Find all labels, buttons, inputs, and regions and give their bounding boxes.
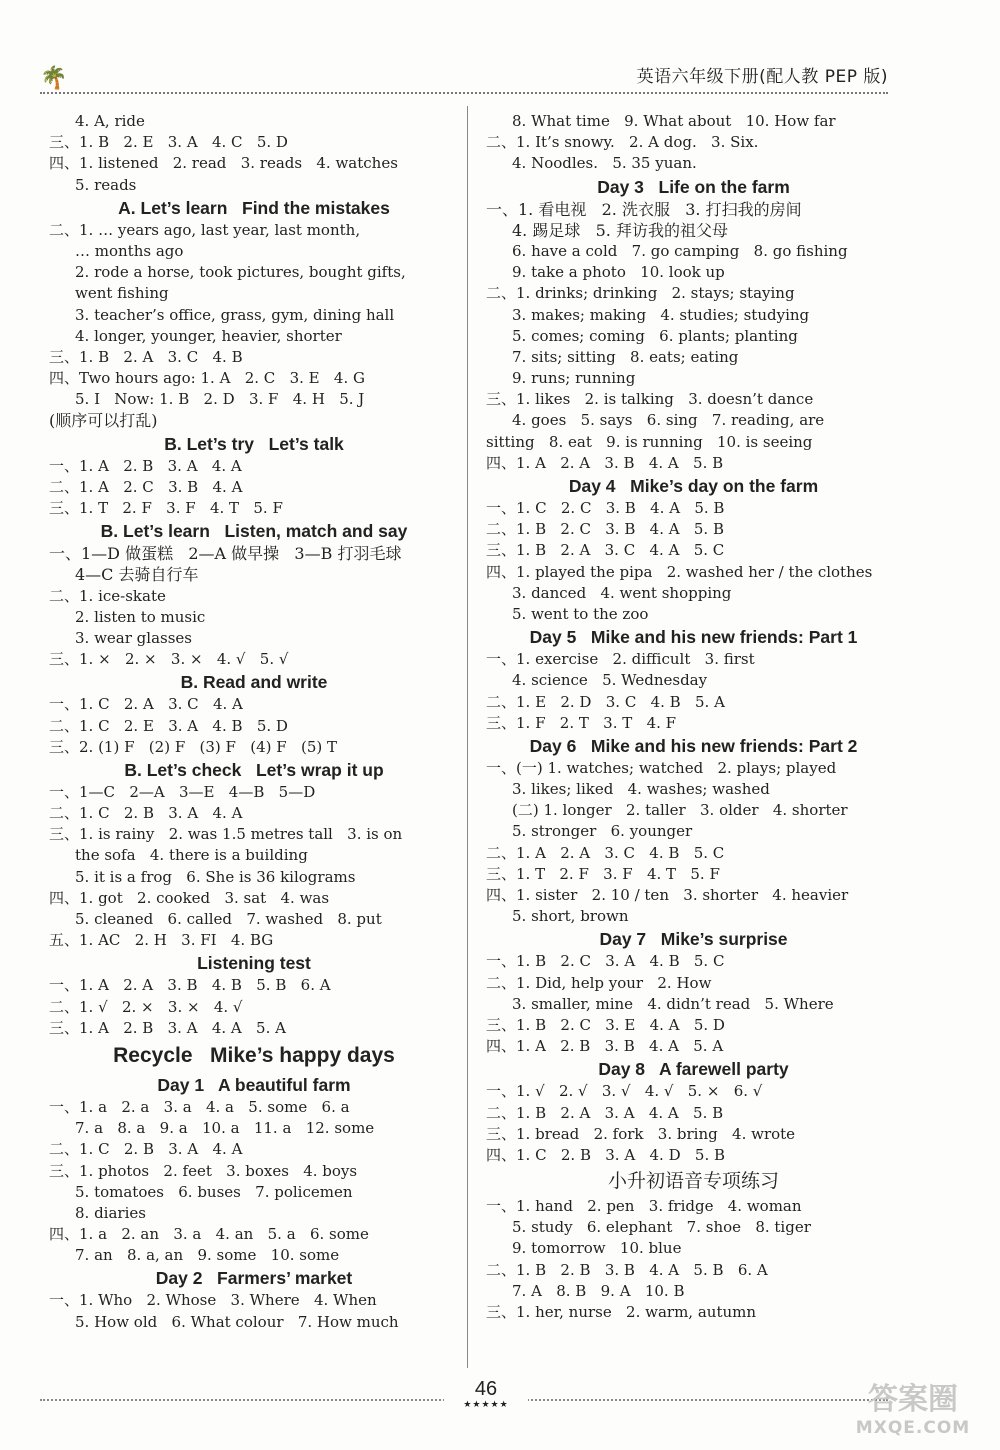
palm-tree-icon: 🌴 xyxy=(40,66,68,91)
answer-line: 4. Noodles. 5. 35 yuan. xyxy=(512,154,697,173)
answer-line: 二、1. B 2. B 3. B 4. A 5. B 6. A xyxy=(486,1260,768,1279)
answer-line: (顺序可以打乱) xyxy=(49,411,158,431)
answer-line: 二、1. B 2. C 3. B 4. A 5. B xyxy=(486,520,724,539)
answer-line: 一、1. Who 2. Whose 3. Where 4. When xyxy=(49,1291,377,1310)
answer-line: 4—C 去骑自行车 xyxy=(75,565,199,585)
answer-line: 4. goes 5. says 6. sing 7. reading, are xyxy=(512,411,825,430)
answer-line: 四、Two hours ago: 1. A 2. C 3. E 4. G xyxy=(49,369,365,388)
answer-line: 5. short, brown xyxy=(512,907,629,926)
answer-line: … months ago xyxy=(75,241,184,260)
answer-line: (二) 1. longer 2. taller 3. older 4. shorter xyxy=(512,801,848,820)
answer-line: 5. cleaned 6. called 7. washed 8. put xyxy=(75,910,382,928)
unit-heading: 小升初语音专项练习 xyxy=(607,1170,779,1193)
watermark xyxy=(848,1382,978,1438)
answer-line: 4. A, ride xyxy=(75,112,145,130)
section-heading: Day 5 Mike and his new friends: Part 1 xyxy=(529,627,858,648)
section-heading: B. Read and write xyxy=(180,672,328,693)
answer-line: 一、1. A 2. A 3. B 4. B 5. B 6. A xyxy=(49,976,331,995)
answer-line: 4. 踢足球 5. 拜访我的祖父母 xyxy=(512,220,728,240)
answer-line: 二、1. C 2. B 3. A 4. A xyxy=(49,1140,243,1159)
answer-line: 二、1. drinks; drinking 2. stays; staying xyxy=(486,284,795,303)
page-footer xyxy=(40,1378,888,1418)
left-column xyxy=(49,111,459,1333)
answer-line: 四、1. C 2. B 3. A 4. D 5. B xyxy=(486,1145,725,1164)
stars-decoration: ★★★★★ xyxy=(463,1400,509,1410)
answer-line: 3. makes; making 4. studies; studying xyxy=(512,305,810,324)
answer-line: 三、1. F 2. T 3. T 4. F xyxy=(486,713,677,732)
answer-line: 二、1. A 2. A 3. C 4. B 5. C xyxy=(486,843,725,862)
answer-line: 三、1. likes 2. is talking 3. doesn’t dance xyxy=(486,390,814,409)
section-heading: B. Let’s try Let’s talk xyxy=(164,433,344,454)
answer-line: 二、1. It’s snowy. 2. A dog. 3. Six. xyxy=(486,133,759,152)
answer-line: 5. How old 6. What colour 7. How much xyxy=(75,1312,399,1331)
answer-line: 三、1. × 2. × 3. × 4. √ 5. √ xyxy=(49,650,289,669)
answer-line: 四、1. listened 2. read 3. reads 4. watches xyxy=(49,154,398,173)
answer-line: 三、1. T 2. F 3. F 4. T 5. F xyxy=(49,499,283,517)
section-heading: Day 2 Farmers’ market xyxy=(155,1268,353,1289)
answer-line: 四、1. A 2. B 3. B 4. A 5. A xyxy=(486,1037,724,1056)
answer-line: 一、1. exercise 2. difficult 3. first xyxy=(486,650,755,669)
answer-line: 一、1—C 2—A 3—E 4—B 5—D xyxy=(49,782,316,801)
answer-line: 三、1. B 2. C 3. E 4. A 5. D xyxy=(486,1015,725,1034)
answer-line: 5. I Now: 1. B 2. D 3. F 4. H 5. J xyxy=(75,390,365,409)
answer-line: 三、1. B 2. E 3. A 4. C 5. D xyxy=(49,133,288,152)
answer-line: 四、1. a 2. an 3. a 4. an 5. a 6. some xyxy=(49,1225,369,1244)
answer-line: 一、1. A 2. B 3. A 4. A xyxy=(49,456,242,475)
answer-line: went fishing xyxy=(75,284,169,303)
answer-line: 三、1. B 2. A 3. C 4. B xyxy=(49,347,243,366)
answer-line: 三、1. A 2. B 3. A 4. A 5. A xyxy=(49,1018,286,1037)
answer-line: 5. tomatoes 6. buses 7. policemen xyxy=(75,1182,353,1201)
answer-line: 三、1. her, nurse 2. warm, autumn xyxy=(486,1303,757,1321)
answer-line: 三、1. bread 2. fork 3. bring 4. wrote xyxy=(486,1124,796,1143)
answer-line: 2. listen to music xyxy=(75,607,206,626)
section-heading: Listening test xyxy=(197,953,311,974)
page-header xyxy=(40,58,888,98)
answer-line: 8. What time 9. What about 10. How far xyxy=(512,112,836,130)
answer-line: 3. wear glasses xyxy=(75,628,192,647)
column-divider xyxy=(467,106,468,1368)
section-heading: Day 8 A farewell party xyxy=(598,1059,789,1080)
right-column xyxy=(486,111,901,1323)
answer-line: 三、1. B 2. A 3. C 4. A 5. C xyxy=(486,541,725,560)
answer-line: 三、1. T 2. F 3. F 4. T 5. F xyxy=(486,864,720,883)
answer-line: 9. take a photo 10. look up xyxy=(512,263,725,282)
answer-line: sitting 8. eat 9. is running 10. is seeing xyxy=(486,432,813,451)
answer-line: 9. runs; running xyxy=(512,369,636,388)
answer-line: 3. likes; liked 4. washes; washed xyxy=(512,780,770,799)
answer-line: 二、1. C 2. B 3. A 4. A xyxy=(49,804,243,823)
header-rule xyxy=(40,92,888,94)
answer-line: 3. teacher’s office, grass, gym, dining hall xyxy=(75,305,395,324)
answer-line: 7. sits; sitting 8. eats; eating xyxy=(512,347,739,366)
answer-line: 5. reads xyxy=(75,175,137,194)
answer-line: 四、1. got 2. cooked 3. sat 4. was xyxy=(49,888,330,907)
answer-line: 四、1. sister 2. 10 / ten 3. shorter 4. heavier xyxy=(486,886,849,904)
answer-line: 三、2. (1) F (2) F (3) F (4) F (5) T xyxy=(49,737,338,756)
answer-line: 一、1. 看电视 2. 洗衣服 3. 打扫我的房间 xyxy=(486,199,802,219)
answer-line: 四、1. A 2. A 3. B 4. A 5. B xyxy=(486,453,724,472)
answer-line: 2. rode a horse, took pictures, bought gifts, xyxy=(75,263,406,282)
answer-line: 三、1. photos 2. feet 3. boxes 4. boys xyxy=(49,1161,358,1180)
section-heading: Day 6 Mike and his new friends: Part 2 xyxy=(529,735,858,756)
header-title: 英语六年级下册(配人教 PEP 版) xyxy=(636,67,888,87)
answer-line: 二、1. B 2. A 3. A 4. A 5. B xyxy=(486,1103,724,1122)
answer-line: the sofa 4. there is a building xyxy=(75,846,308,865)
answer-line: 5. stronger 6. younger xyxy=(512,822,693,841)
answer-line: 一、1. C 2. C 3. B 4. A 5. B xyxy=(486,499,725,517)
answer-line: 6. have a cold 7. go camping 8. go fishing xyxy=(512,241,848,260)
answer-line: 一、1. C 2. A 3. C 4. A xyxy=(49,695,243,714)
answer-line: 三、1. is rainy 2. was 1.5 metres tall 3. is on xyxy=(49,825,403,844)
answer-line: 3. danced 4. went shopping xyxy=(512,583,732,602)
answer-line: 5. went to the zoo xyxy=(512,604,649,623)
section-heading: B. Let’s learn Listen, match and say xyxy=(100,521,408,542)
answer-line: 二、1. E 2. D 3. C 4. B 5. A xyxy=(486,692,725,711)
answer-line: 7. an 8. a, an 9. some 10. some xyxy=(75,1246,340,1265)
section-heading: Day 1 A beautiful farm xyxy=(157,1074,351,1095)
section-heading: Day 4 Mike’s day on the farm xyxy=(568,476,819,496)
answer-line: 一、1. a 2. a 3. a 4. a 5. some 6. a xyxy=(49,1097,350,1116)
answer-line: 一、1. √ 2. √ 3. √ 4. √ 5. × 6. √ xyxy=(486,1082,763,1101)
section-heading: Day 7 Mike’s surprise xyxy=(599,929,788,950)
answer-line: 7. A 8. B 9. A 10. B xyxy=(512,1281,685,1300)
watermark-logo: 答案圈 xyxy=(868,1382,958,1417)
answer-line: 7. a 8. a 9. a 10. a 11. a 12. some xyxy=(75,1119,375,1138)
answer-line: 五、1. AC 2. H 3. FI 4. BG xyxy=(49,931,274,950)
answer-line: 5. study 6. elephant 7. shoe 8. tiger xyxy=(512,1218,811,1237)
page-number-badge xyxy=(444,1378,528,1414)
answer-line: 二、1. ice-skate xyxy=(49,586,166,605)
page-number: 46 xyxy=(474,1378,498,1400)
section-heading: B. Let’s check Let’s wrap it up xyxy=(124,759,384,780)
answer-line: 二、1. √ 2. × 3. × 4. √ xyxy=(49,997,243,1016)
answer-line: 一、1. B 2. C 3. A 4. B 5. C xyxy=(486,952,725,971)
answer-line: 一、(一) 1. watches; watched 2. plays; played xyxy=(486,758,837,777)
answer-line: 二、1. A 2. C 3. B 4. A xyxy=(49,477,243,496)
section-heading: A. Let’s learn Find the mistakes xyxy=(118,197,390,218)
watermark-url: MXQE.COM xyxy=(855,1418,971,1438)
answer-line: 3. smaller, mine 4. didn’t read 5. Where xyxy=(512,994,834,1013)
answer-line: 一、1—D 做蛋糕 2—A 做早操 3—B 打羽毛球 xyxy=(49,544,402,564)
section-heading: Day 3 Life on the farm xyxy=(597,176,790,197)
answer-line: 4. longer, younger, heavier, shorter xyxy=(75,326,342,345)
answer-line: 四、1. played the pipa 2. washed her / the clothes xyxy=(486,562,873,581)
answer-line: 二、1. Did, help your 2. How xyxy=(486,973,712,992)
answer-line: 4. science 5. Wednesday xyxy=(512,671,708,690)
unit-heading: Recycle Mike’s happy days xyxy=(113,1043,395,1067)
answer-line: 二、1. C 2. E 3. A 4. B 5. D xyxy=(49,716,288,735)
answer-line: 一、1. hand 2. pen 3. fridge 4. woman xyxy=(486,1197,802,1216)
answer-line: 5. it is a frog 6. She is 36 kilograms xyxy=(75,867,356,886)
answer-line: 二、1. … years ago, last year, last month, xyxy=(49,220,361,239)
answer-line: 5. comes; coming 6. plants; planting xyxy=(512,326,798,345)
answer-line: 9. tomorrow 10. blue xyxy=(512,1239,682,1258)
answer-line: 8. diaries xyxy=(75,1203,146,1222)
